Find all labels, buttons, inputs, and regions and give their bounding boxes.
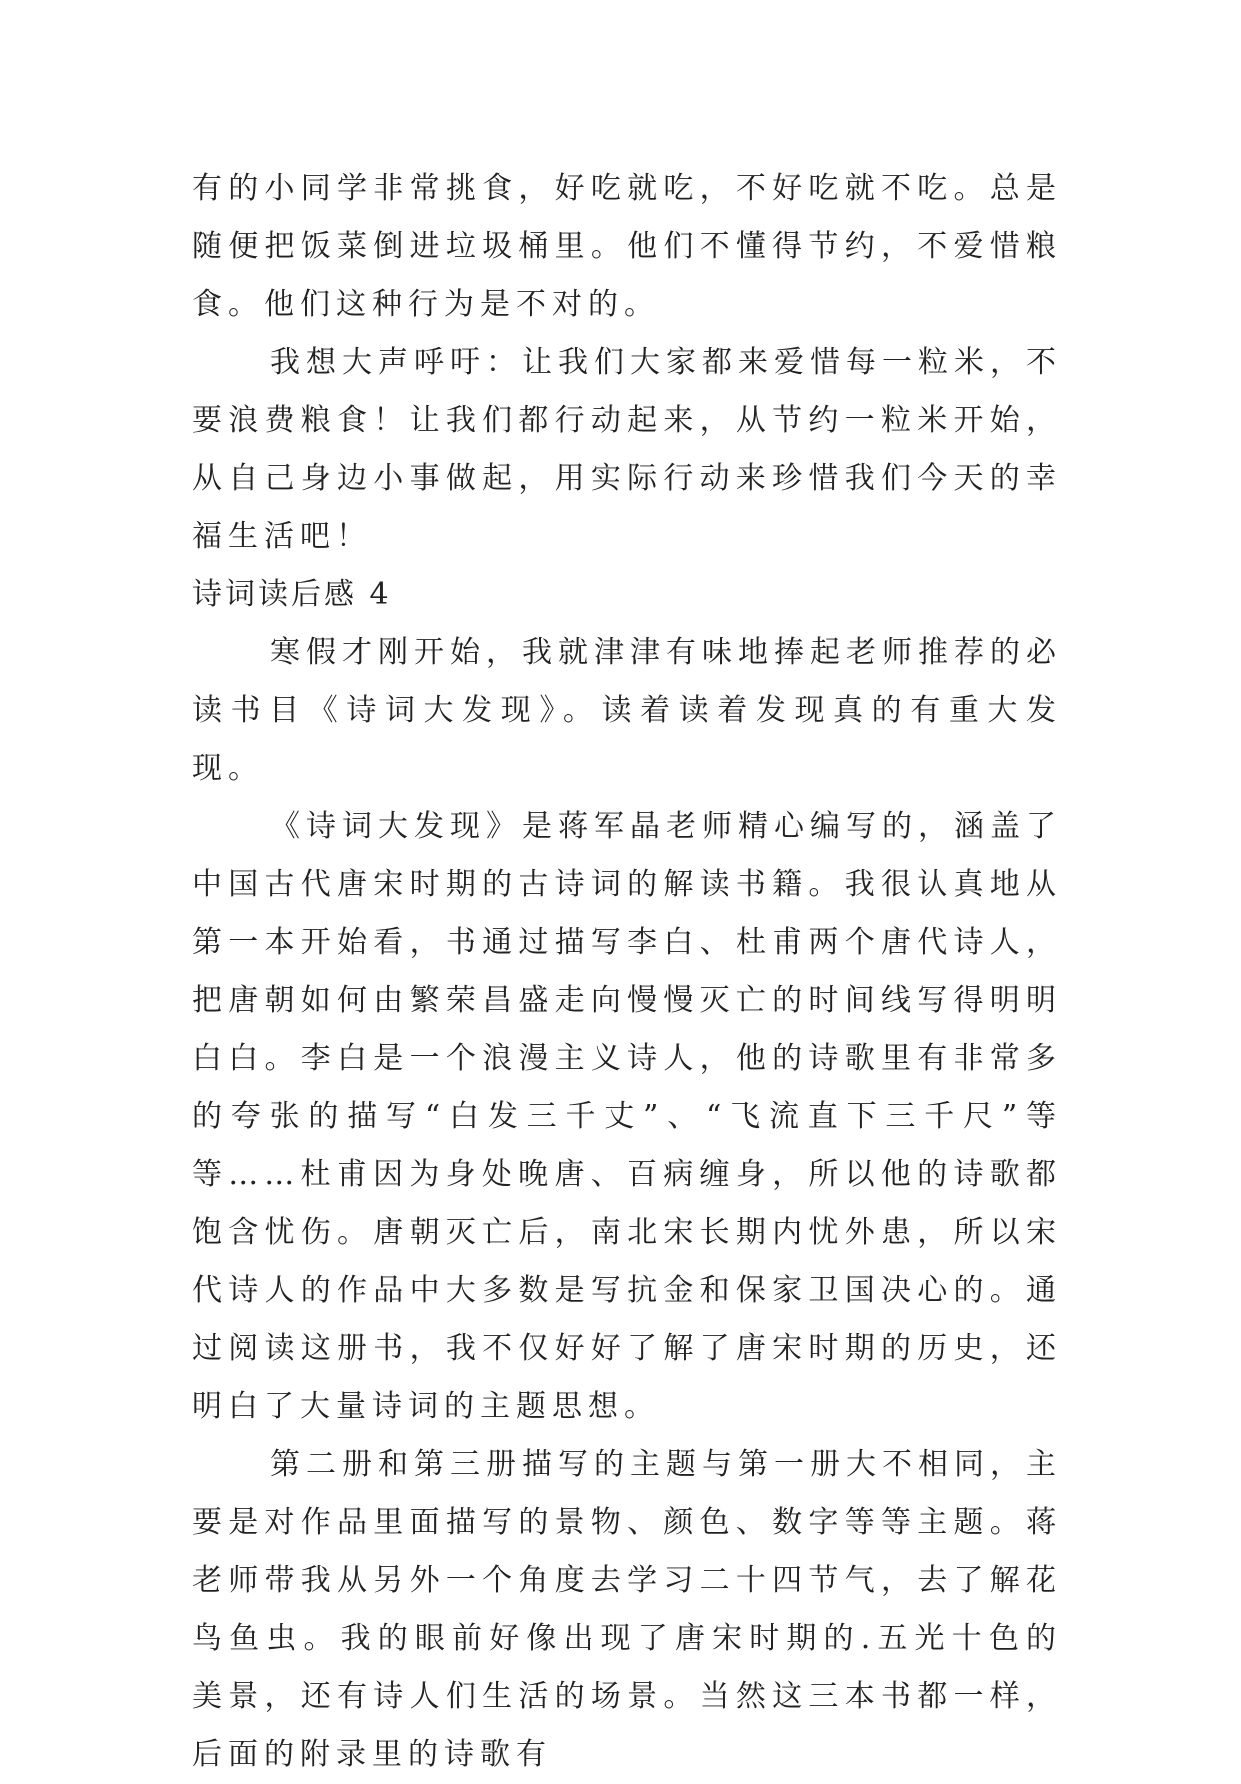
paragraph-picky-eaters: 有的小同学非常挑食，好吃就吃，不好吃就不吃。总是随便把饭菜倒进垃圾桶里。他们不懂得节约，不爱惜粮食。他们这种行为是不对的。 (192, 171, 1062, 322)
paragraph-books-two-three: 第二册和第三册描写的主题与第一册大不相同，主要是对作品里面描写的景物、颜色、数字等等主题。蒋老师带我从另外一个角度去学习二十四节气，去了解花鸟鱼虫。我的眼前好像出现了唐宋时期的.五光十色的美景，还有诗人们生活的场景。当然这三本书都一样，后面的附录里的诗歌有 (192, 1447, 1062, 1772)
paragraph-winter-break: 寒假才刚开始，我就津津有味地捧起老师推荐的必读书目《诗词大发现》。读着读着发现真的有重大发现。 (192, 635, 1062, 786)
paragraph-book-one: 《诗词大发现》是蒋军晶老师精心编写的，涵盖了中国古代唐宋时期的古诗词的解读书籍。我很认真地从第一本开始看，书通过描写李白、杜甫两个唐代诗人，把唐朝如何由繁荣昌盛走向慢慢灭亡的时间线写得明明白白。李白是一个浪漫主义诗人，他的诗歌里有非常多的夸张的描写“白发三千丈”、“飞流直下三千尺”等等……杜甫因为身处晚唐、百病缠身，所以他的诗歌都饱含忧伤。唐朝灭亡后，南北宋长期内忧外患，所以宋代诗人的作品中大多数是写抗金和保家卫国决心的。通过阅读这册书，我不仅好好了解了唐宋时期的历史，还明白了大量诗词的主题思想。 (192, 809, 1062, 1424)
document-body (192, 160, 1062, 1784)
section-heading: 诗词读后感 4 (192, 577, 392, 612)
paragraph-appeal: 我想大声呼吁：让我们大家都来爱惜每一粒米，不要浪费粮食！让我们都行动起来，从节约一粒米开始，从自己身边小事做起，用实际行动来珍惜我们今天的幸福生活吧！ (192, 345, 1062, 554)
